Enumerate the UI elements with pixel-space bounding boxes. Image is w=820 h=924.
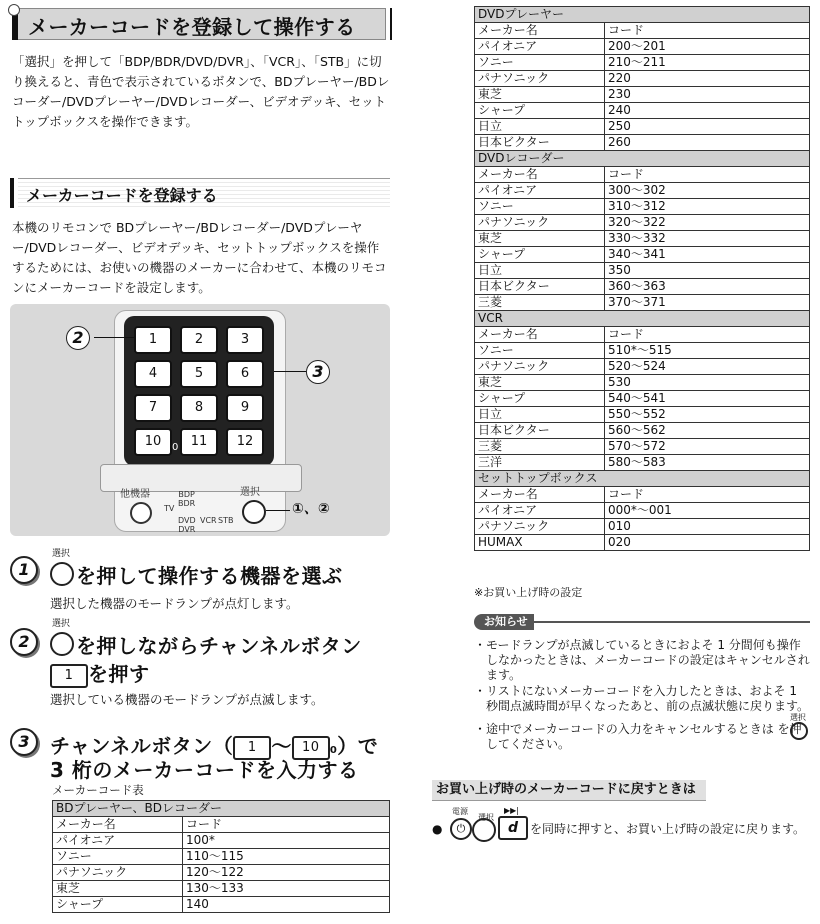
table-cell: BDプレーヤー、BDレコーダー (53, 801, 390, 817)
note-item: ・ 途中でメーカーコードの入力をキャンセルするときは を押してください。 (474, 722, 802, 751)
table-row (475, 343, 810, 359)
page-title: メーカーコードを登録して操作する (28, 15, 356, 39)
select-button-icon (50, 632, 74, 656)
table-group-row (475, 471, 810, 487)
bullet: ● (432, 822, 443, 836)
table-cell: 210～211 (605, 55, 810, 71)
key-8-icon: 8 (180, 394, 218, 422)
table-cell: 240 (605, 103, 810, 119)
table-cell: 300～302 (605, 183, 810, 199)
table-cell: 260 (605, 135, 810, 151)
key-11-icon: 11 (180, 428, 218, 456)
table-cell: 520～524 (605, 359, 810, 375)
key-4-icon: 4 (134, 360, 172, 388)
table-cell: コード (605, 327, 810, 343)
table-row (475, 295, 810, 311)
table-cell: 360～363 (605, 279, 810, 295)
table-cell: ソニー (53, 849, 183, 865)
power-button-icon (130, 502, 152, 524)
table-row (53, 849, 390, 865)
table-group-row (475, 151, 810, 167)
select-button-icon (50, 562, 74, 586)
table-row (53, 897, 390, 913)
table-cell: パナソニック (475, 215, 605, 231)
table-header-row (475, 167, 810, 183)
table-cell: 130～133 (183, 881, 390, 897)
notes-rule (534, 621, 810, 623)
table-cell: 000*～001 (605, 503, 810, 519)
table-row (475, 423, 810, 439)
table-cell: ソニー (475, 199, 605, 215)
power-button-icon: ⏻ (450, 818, 472, 840)
select-ruby: 選択 (478, 813, 494, 822)
table-cell: パイオニア (475, 183, 605, 199)
table-cell: セットトップボックス (475, 471, 810, 487)
table-group-row (53, 801, 390, 817)
table-cell: 日立 (475, 407, 605, 423)
table-cell: 日立 (475, 119, 605, 135)
lower-button-row (100, 464, 302, 492)
table-cell: パナソニック (475, 519, 605, 535)
table-row (475, 279, 810, 295)
table-cell: DVDレコーダー (475, 151, 810, 167)
table-cell: シャープ (475, 103, 605, 119)
table-header-row (475, 487, 810, 503)
note-item: ・ リストにないメーカーコードを入力したときは、およそ 1 秒間点滅時間が早くなったあと、前の点滅状態に戻ります。 (474, 684, 810, 713)
table-cell: HUMAX (475, 535, 605, 551)
note-item: ・ モードランプが点滅しているときにおよそ 1 分間何も操作しなかったときは、メーカーコードの設定はキャンセルされます。 (474, 638, 810, 682)
callout-3-line (274, 371, 306, 372)
section-heading-bar-left (10, 178, 14, 208)
table-header-row (475, 327, 810, 343)
table-cell: 日本ビクター (475, 279, 605, 295)
key-1-icon: 1 (134, 326, 172, 354)
table-cell: 320～322 (605, 215, 810, 231)
dvd-label: DVD DVR (178, 516, 196, 534)
table-cell: 東芝 (475, 231, 605, 247)
notes-badge: お知らせ (474, 614, 534, 630)
section-heading (10, 178, 390, 208)
table-cell: 200～201 (605, 39, 810, 55)
key-10-icon: 10 (292, 736, 330, 760)
stb-label: STB (218, 516, 234, 525)
table-row (475, 55, 810, 71)
key-1-icon: 1 (233, 736, 271, 760)
step-3-number: 3 (10, 728, 38, 756)
table-cell: 三菱 (475, 295, 605, 311)
table-cell: 東芝 (53, 881, 183, 897)
remote-illustration (10, 304, 390, 536)
table-row (475, 407, 810, 423)
step-2-ruby: 選択 (52, 619, 71, 629)
table-row (475, 231, 810, 247)
table-row (53, 833, 390, 849)
step-3-desc: メーカーコード表 (52, 783, 144, 797)
table-cell: パナソニック (475, 359, 605, 375)
maker-code-table-main (474, 6, 810, 551)
key-1-icon: 1 (50, 664, 88, 688)
page-title-block (8, 6, 390, 40)
table-cell: シャープ (475, 247, 605, 263)
table-cell: 220 (605, 71, 810, 87)
key-10-icon: 10 (134, 428, 172, 456)
table-row (53, 881, 390, 897)
table-cell: シャープ (475, 391, 605, 407)
table-cell: 550～552 (605, 407, 810, 423)
table-cell: コード (183, 817, 390, 833)
step-3-title-line2: 3 桁のメーカーコードを入力する (50, 758, 359, 782)
table-cell: 350 (605, 263, 810, 279)
table-row (475, 135, 810, 151)
callout-12-line (266, 510, 290, 511)
reset-text: を同時に押すと、お買い上げ時の設定に戻ります。 (530, 822, 806, 836)
step-2-desc: 選択している機器のモードランプが点滅します。 (50, 692, 324, 707)
table-group-row (475, 7, 810, 23)
bdp-label: BDP BDR (178, 490, 196, 508)
step-1-desc: 選択した機器のモードランプが点灯します。 (50, 596, 299, 611)
table-cell: パイオニア (475, 503, 605, 519)
table-cell: メーカー名 (53, 817, 183, 833)
key-10-suffix: 0 (172, 442, 179, 453)
step-2-number: 2 (10, 628, 38, 656)
step-3-title: チャンネルボタン（ 1 〜 10 0）で (50, 734, 379, 758)
table-row (475, 375, 810, 391)
select-button-icon (242, 500, 266, 524)
key-2-icon: 2 (180, 326, 218, 354)
table-cell: 010 (605, 519, 810, 535)
key-7-icon: 7 (134, 394, 172, 422)
table-cell: パイオニア (53, 833, 183, 849)
table-cell: ソニー (475, 343, 605, 359)
table-group-row (475, 311, 810, 327)
intro-paragraph: 「選択」を押して「BDP/BDR/DVD/DVR」、「VCR」、「STB」に切り換えると、青色で表示されているボタンで、BDプレーヤー/BDレコーダー/DVDプレーヤー/DVDレコーダー、ビデオデッキ、セットトップボックスを操作できます。 (12, 54, 390, 129)
step-1-number: 1 (10, 556, 38, 584)
table-cell: DVDプレーヤー (475, 7, 810, 23)
table-cell: 510*～515 (605, 343, 810, 359)
callout-1-2: ①、② (292, 501, 330, 517)
table-row (53, 865, 390, 881)
table-cell: VCR (475, 311, 810, 327)
table-cell: 三洋 (475, 455, 605, 471)
table-cell: 日立 (475, 263, 605, 279)
key-9-icon: 9 (226, 394, 264, 422)
table-header-row (53, 817, 390, 833)
table-cell: 120～122 (183, 865, 390, 881)
table-cell: コード (605, 487, 810, 503)
table-cell: 日本ビクター (475, 423, 605, 439)
table-row (475, 359, 810, 375)
select-label: 選択 (240, 487, 260, 498)
key-3-icon: 3 (226, 326, 264, 354)
table-cell: 570～572 (605, 439, 810, 455)
table-cell: パイオニア (475, 39, 605, 55)
table-cell: 530 (605, 375, 810, 391)
callout-2: 2 (66, 326, 90, 350)
table-row (475, 247, 810, 263)
table-cell: 330～332 (605, 231, 810, 247)
table-cell: 340～341 (605, 247, 810, 263)
table-row (475, 455, 810, 471)
table-footnote: ※お買い上げ時の設定 (474, 586, 583, 599)
table-cell: メーカー名 (475, 487, 605, 503)
table-cell: メーカー名 (475, 327, 605, 343)
table-cell: コード (605, 167, 810, 183)
table-row (475, 199, 810, 215)
table-cell: 370～371 (605, 295, 810, 311)
table-row (475, 71, 810, 87)
table-cell: メーカー名 (475, 167, 605, 183)
table-cell: ソニー (475, 55, 605, 71)
table-cell: 100* (183, 833, 390, 849)
table-cell: 020 (605, 535, 810, 551)
table-row (475, 87, 810, 103)
table-cell: パナソニック (475, 71, 605, 87)
table-row (475, 391, 810, 407)
title-right-line (390, 8, 392, 40)
step-2-title-line2: 1 を押す (50, 658, 150, 688)
table-row (475, 535, 810, 551)
note-select-ruby: 選択 (790, 713, 806, 722)
table-cell: 310～312 (605, 199, 810, 215)
table-cell: 140 (183, 897, 390, 913)
callout-3: 3 (306, 360, 330, 384)
table-row (475, 519, 810, 535)
table-row (475, 503, 810, 519)
forward-skip-icon: ▶▶| (504, 806, 519, 815)
table-cell: 東芝 (475, 87, 605, 103)
select-button-icon (472, 818, 496, 842)
other-device-label: 他機器 (120, 489, 150, 500)
table-header-row (475, 23, 810, 39)
table-cell: パナソニック (53, 865, 183, 881)
table-cell: 日本ビクター (475, 135, 605, 151)
section-paragraph: 本機のリモコンで BDプレーヤー/BDレコーダー/DVDプレーヤー/DVDレコーダー、ビデオデッキ、セットトップボックスを操作するためには、お使いの機器のメーカーに合わせて、本機のリモコンにメーカーコードを設定します。 (12, 220, 387, 295)
select-button-icon (790, 722, 808, 740)
title-dot-icon (8, 4, 20, 16)
table-row (475, 119, 810, 135)
table-cell: 250 (605, 119, 810, 135)
table-cell: 540～541 (605, 391, 810, 407)
table-cell: 230 (605, 87, 810, 103)
table-cell: 110～115 (183, 849, 390, 865)
key-12-icon: 12 (226, 428, 264, 456)
table-row (475, 215, 810, 231)
table-cell: 三菱 (475, 439, 605, 455)
tv-label: TV (164, 504, 175, 513)
table-cell: 東芝 (475, 375, 605, 391)
table-cell: 560～562 (605, 423, 810, 439)
table-row (475, 263, 810, 279)
maker-code-table-bd (52, 800, 390, 913)
power-ruby: 電源 (452, 807, 468, 816)
table-row (475, 183, 810, 199)
table-row (475, 439, 810, 455)
d-key-icon: d (498, 816, 528, 840)
section-heading-text: メーカーコードを登録する (26, 186, 218, 205)
table-cell: メーカー名 (475, 23, 605, 39)
key-5-icon: 5 (180, 360, 218, 388)
table-cell: シャープ (53, 897, 183, 913)
vcr-label: VCR (200, 516, 217, 525)
step-1-ruby: 選択 (52, 549, 71, 559)
step-1-title: を押して操作する機器を選ぶ (50, 560, 343, 589)
table-row (475, 39, 810, 55)
key-6-icon: 6 (226, 360, 264, 388)
reset-heading: お買い上げ時のメーカーコードに戻すときは (432, 780, 706, 801)
step-2-title: を押しながらチャンネルボタン (50, 630, 362, 659)
callout-2-line (94, 337, 134, 338)
table-cell: コード (605, 23, 810, 39)
table-row (475, 103, 810, 119)
table-cell: 580～583 (605, 455, 810, 471)
